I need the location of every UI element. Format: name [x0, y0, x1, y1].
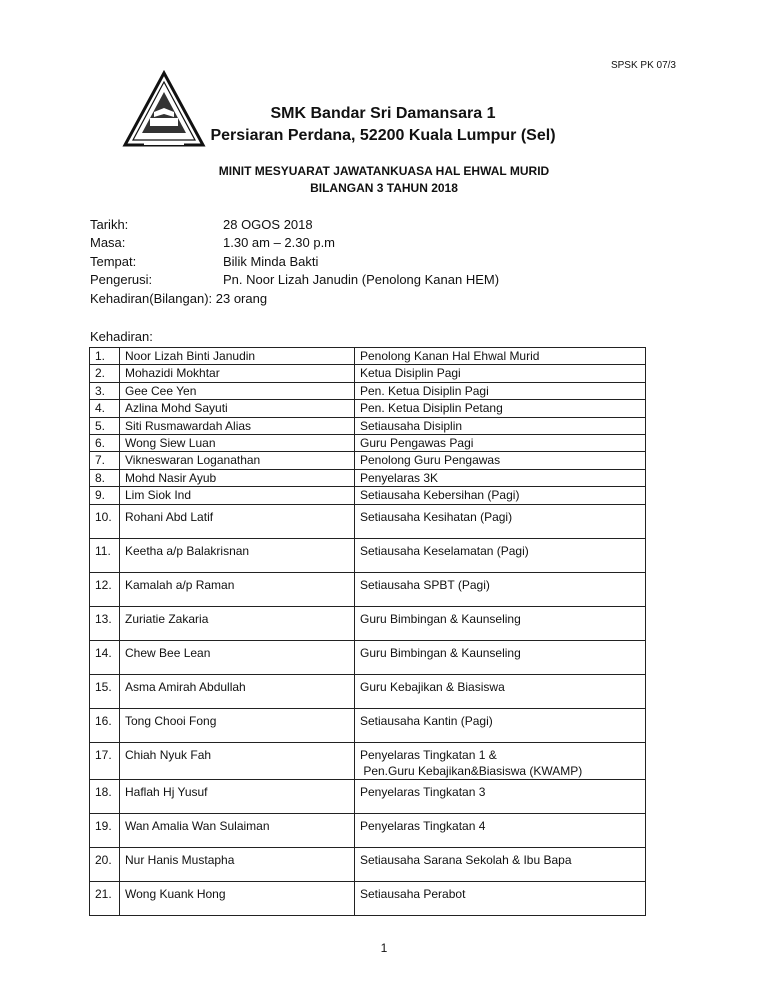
- row-number: 2.: [90, 365, 120, 382]
- member-role: [355, 780, 646, 814]
- member-role-line: Penolong Kanan Hal Ehwal Murid: [360, 349, 540, 363]
- member-name: Chiah Nyuk Fah: [120, 742, 355, 780]
- attendance-table: [89, 347, 646, 916]
- member-role-line: Guru Pengawas Pagi: [360, 436, 474, 451]
- member-name: Keetha a/p Balakrisnan: [120, 538, 355, 572]
- table-row: [90, 882, 646, 916]
- member-role: [355, 640, 646, 674]
- member-role-line: Setiausaha Perabot: [360, 887, 466, 902]
- info-date: Tarikh: 28 OGOS 2018: [90, 217, 313, 232]
- member-role-line: Penyelaras Tingkatan 1 &: [360, 747, 497, 762]
- school-header: [210, 103, 556, 147]
- table-row: [90, 504, 646, 538]
- member-role-line2: Pen.Guru Kebajikan&Biasiswa (KWAMP): [360, 764, 583, 779]
- member-name: Chew Bee Lean: [120, 640, 355, 674]
- table-row: [90, 469, 646, 486]
- member-role: [355, 708, 646, 742]
- table-row: [90, 382, 646, 399]
- row-number: 16.: [90, 708, 120, 742]
- table-row: [90, 814, 646, 848]
- row-number: 17.: [90, 742, 120, 780]
- member-role: [355, 348, 646, 365]
- member-name: Rohani Abd Latif: [120, 504, 355, 538]
- member-role-line: Penyelaras 3K: [360, 470, 439, 485]
- row-number: 12.: [90, 572, 120, 606]
- row-number: 13.: [90, 606, 120, 640]
- school-name: SMK Bandar Sri Damansara 1: [270, 105, 496, 122]
- member-role: [355, 487, 646, 504]
- table-row: [90, 742, 646, 780]
- member-role-line: Pen. Ketua Disiplin Petang: [360, 401, 503, 416]
- minutes-title: [90, 163, 678, 197]
- member-name: Wong Kuank Hong: [120, 882, 355, 916]
- member-name: Haflah Hj Yusuf: [120, 780, 355, 814]
- row-number: 21.: [90, 882, 120, 916]
- member-name: Azlina Mohd Sayuti: [120, 400, 355, 417]
- member-name: Mohazidi Mokhtar: [120, 365, 355, 382]
- table-row: [90, 606, 646, 640]
- member-role: [355, 814, 646, 848]
- minutes-title-line1: MINIT MESYUARAT JAWATANKUASA HAL EHWAL MURID: [218, 164, 550, 178]
- member-name: Gee Cee Yen: [120, 382, 355, 399]
- row-number: 20.: [90, 848, 120, 882]
- info-chair: Pengerusi: Pn. Noor Lizah Janudin (Penolong Kanan HEM): [90, 272, 500, 288]
- member-name: Kamalah a/p Raman: [120, 572, 355, 606]
- member-role-line: Guru Kebajikan & Biasiswa: [360, 679, 505, 694]
- row-number: 8.: [90, 469, 120, 486]
- member-role-line: Penyelaras Tingkatan 4: [360, 819, 486, 834]
- row-number: 9.: [90, 487, 120, 504]
- member-role-line: Penyelaras Tingkatan 3: [360, 785, 486, 800]
- member-role-line: Setiausaha Kesihatan (Pagi): [360, 509, 513, 524]
- member-name: Asma Amirah Abdullah: [120, 674, 355, 708]
- member-name: Lim Siok Ind: [120, 487, 355, 504]
- member-name: Zuriatie Zakaria: [120, 606, 355, 640]
- row-number: 11.: [90, 538, 120, 572]
- minutes-title-line2: BILANGAN 3 TAHUN 2018: [310, 181, 458, 195]
- member-role: [355, 674, 646, 708]
- member-role-line: Setiausaha Disiplin: [360, 418, 463, 433]
- school-logo-icon: [122, 70, 206, 148]
- table-row: [90, 400, 646, 417]
- table-row: [90, 848, 646, 882]
- member-role: [355, 469, 646, 486]
- member-role: [355, 382, 646, 399]
- row-number: 5.: [90, 417, 120, 434]
- table-row: [90, 674, 646, 708]
- school-address: Persiaran Perdana, 52200 Kuala Lumpur (Sel): [210, 127, 556, 144]
- meeting-info: [90, 216, 499, 308]
- member-name: Vikneswaran Loganathan: [120, 452, 355, 469]
- member-role: [355, 504, 646, 538]
- member-role: [355, 538, 646, 572]
- table-row: [90, 538, 646, 572]
- member-role: [355, 365, 646, 382]
- attendance-label: Kehadiran:: [90, 329, 153, 344]
- member-name: Tong Chooi Fong: [120, 708, 355, 742]
- member-role: [355, 572, 646, 606]
- table-row: [90, 365, 646, 382]
- member-name: Siti Rusmawardah Alias: [120, 417, 355, 434]
- info-venue: Tempat: Bilik Minda Bakti: [90, 253, 319, 269]
- row-number: 14.: [90, 640, 120, 674]
- table-row: [90, 348, 646, 365]
- member-role-line: Penolong Guru Pengawas: [360, 453, 501, 468]
- table-row: [90, 780, 646, 814]
- member-role: [355, 848, 646, 882]
- table-row: [90, 572, 646, 606]
- row-number: 15.: [90, 674, 120, 708]
- row-number: 4.: [90, 400, 120, 417]
- table-row: [90, 435, 646, 452]
- member-role: [355, 882, 646, 916]
- member-role-line: Guru Bimbingan & Kaunseling: [360, 645, 521, 660]
- member-role-line: Ketua Disiplin Pagi: [360, 366, 461, 381]
- page-number: 1: [380, 941, 388, 955]
- member-role: [355, 400, 646, 417]
- row-number: 1.: [90, 348, 120, 365]
- row-number: 6.: [90, 435, 120, 452]
- table-row: [90, 708, 646, 742]
- member-role-line: Setiausaha SPBT (Pagi): [360, 577, 490, 592]
- member-role-line: Guru Bimbingan & Kaunseling: [360, 611, 521, 626]
- table-row: [90, 487, 646, 504]
- row-number: 18.: [90, 780, 120, 814]
- member-name: Wong Siew Luan: [120, 435, 355, 452]
- info-attendance-count: Kehadiran(Bilangan): 23 orang: [90, 290, 268, 306]
- row-number: 19.: [90, 814, 120, 848]
- member-name: Noor Lizah Binti Janudin: [120, 348, 355, 365]
- row-number: 10.: [90, 504, 120, 538]
- member-role: [355, 742, 646, 780]
- member-role-line: Setiausaha Keselamatan (Pagi): [360, 543, 529, 558]
- member-role: [355, 417, 646, 434]
- member-name: Mohd Nasir Ayub: [120, 469, 355, 486]
- member-name: Nur Hanis Mustapha: [120, 848, 355, 882]
- member-role: [355, 606, 646, 640]
- table-row: [90, 640, 646, 674]
- row-number: 7.: [90, 452, 120, 469]
- info-time: Masa: 1.30 am – 2.30 p.m: [90, 235, 336, 251]
- member-role-line: Setiausaha Kebersihan (Pagi): [360, 488, 520, 503]
- row-number: 3.: [90, 382, 120, 399]
- member-role: [355, 435, 646, 452]
- member-role-line: Setiausaha Sarana Sekolah & Ibu Bapa: [360, 853, 572, 868]
- member-role: [355, 452, 646, 469]
- table-row: [90, 452, 646, 469]
- member-role-line: Pen. Ketua Disiplin Pagi: [360, 383, 489, 398]
- member-name: Wan Amalia Wan Sulaiman: [120, 814, 355, 848]
- table-row: [90, 417, 646, 434]
- document-code: SPSK PK 07/3: [610, 60, 676, 71]
- member-role-line: Setiausaha Kantin (Pagi): [360, 713, 493, 728]
